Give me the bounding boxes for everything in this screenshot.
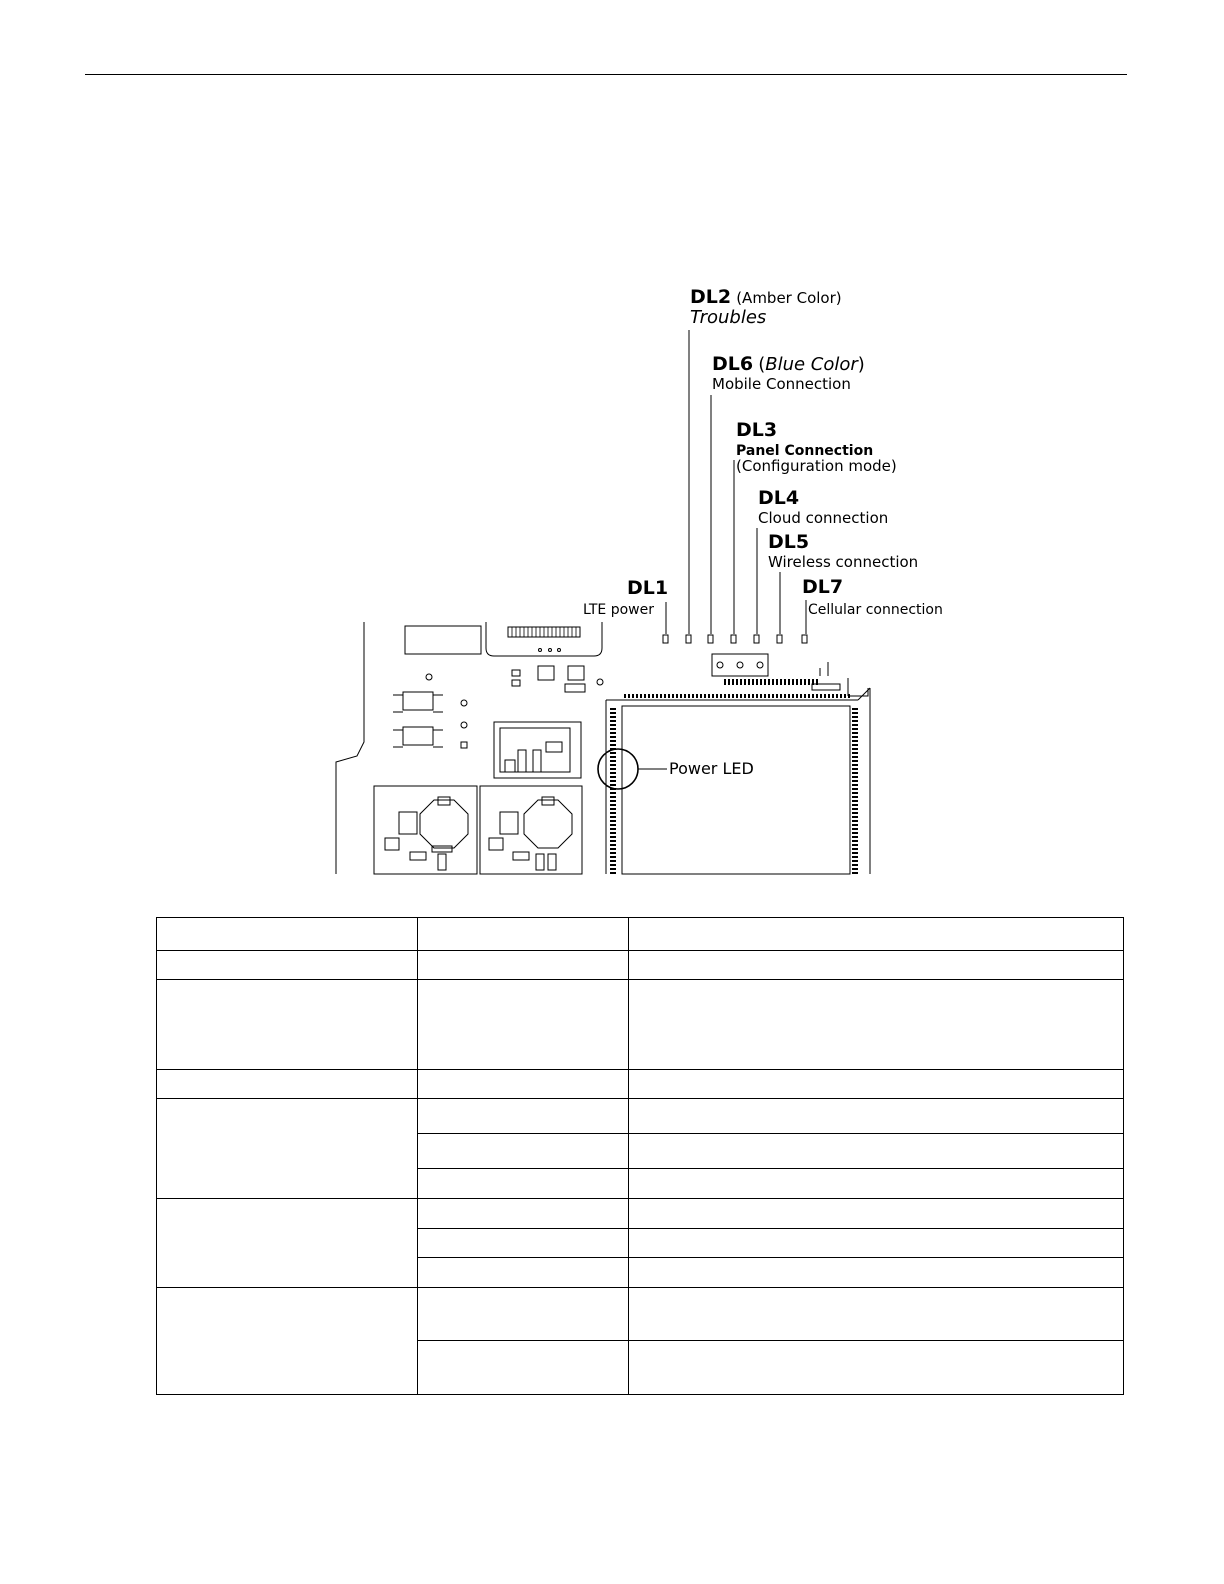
table-cell — [629, 918, 1124, 951]
table-row — [157, 1288, 1124, 1341]
table-cell — [418, 1099, 629, 1134]
table-cell — [629, 1199, 1124, 1229]
table-cell — [157, 1288, 418, 1395]
table-row — [157, 1199, 1124, 1229]
table-header-row — [157, 918, 1124, 951]
table-cell — [418, 918, 629, 951]
table-cell — [157, 1070, 418, 1099]
table-cell — [629, 1169, 1124, 1199]
table-cell — [418, 1070, 629, 1099]
table-cell — [418, 980, 629, 1070]
table-cell — [629, 1341, 1124, 1395]
table-cell — [418, 1341, 629, 1395]
dl1-desc: LTE power — [583, 602, 654, 618]
table-cell — [629, 1134, 1124, 1169]
table-cell — [418, 951, 629, 980]
dl7-led — [802, 635, 807, 643]
power-led-circle — [598, 749, 638, 789]
table-cell — [157, 918, 418, 951]
dl6-label: DL6 (Blue Color) Mobile Connection — [712, 353, 865, 393]
table-cell — [157, 1199, 418, 1288]
table-cell — [418, 1199, 629, 1229]
table-row — [157, 1070, 1124, 1099]
table-row — [157, 1099, 1124, 1134]
dl1-led — [663, 635, 668, 643]
table-cell — [629, 1258, 1124, 1288]
led-status-table — [156, 917, 1124, 1395]
dl1-label: DL1 — [627, 577, 669, 599]
dl6-led — [708, 635, 713, 643]
dl3-label: DL3 Panel Connection (Configuration mode) — [736, 419, 897, 475]
table-cell — [629, 951, 1124, 980]
dl4-label: DL4 Cloud connection — [758, 487, 889, 527]
table-cell — [629, 1229, 1124, 1258]
table-cell — [629, 1070, 1124, 1099]
table-cell — [157, 1099, 418, 1199]
table-cell — [629, 1099, 1124, 1134]
dl4-led — [754, 635, 759, 643]
table-cell — [629, 980, 1124, 1070]
dl3-led — [731, 635, 736, 643]
dl7-label: DL7 Cellular connection — [802, 576, 943, 618]
table-cell — [157, 980, 418, 1070]
table-cell — [418, 1258, 629, 1288]
table-cell — [418, 1288, 629, 1341]
table-cell — [418, 1169, 629, 1199]
table-cell — [418, 1229, 629, 1258]
dl2-label: DL2 (Amber Color) Troubles — [690, 286, 842, 328]
dl5-label: DL5 Wireless connection — [768, 531, 919, 571]
table-cell — [157, 951, 418, 980]
table-row — [157, 951, 1124, 980]
dl5-led — [777, 635, 782, 643]
table-cell — [418, 1134, 629, 1169]
dl2-led — [686, 635, 691, 643]
table-cell — [629, 1288, 1124, 1341]
table-row — [157, 980, 1124, 1070]
power-led-label: Power LED — [669, 759, 754, 778]
